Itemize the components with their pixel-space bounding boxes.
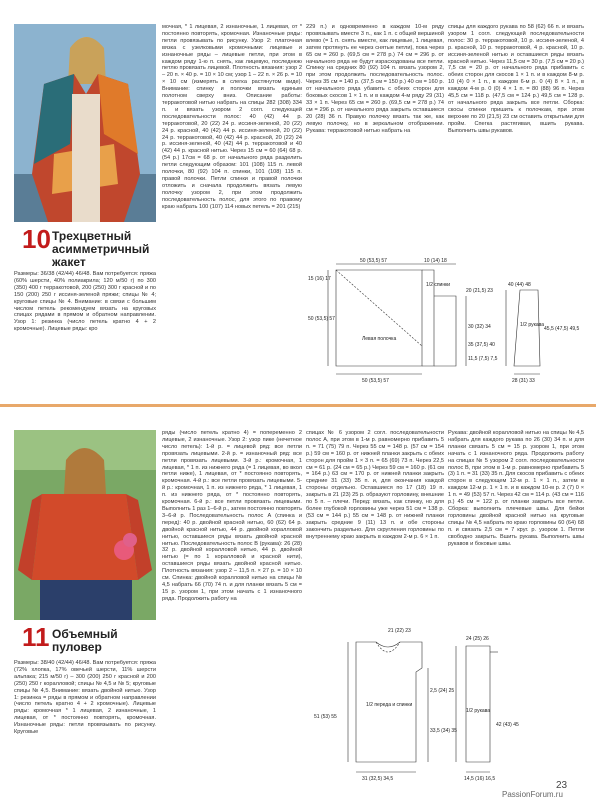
schem11-dims-sleeve-bottom: 14,5 (16) 16,5 xyxy=(464,776,496,782)
section-11-text-col2: ряды (число петель кратно 4) = попеременно 2 лицевые, 2 изнаночные. Узор 2: узор пике (нечетное число петель): 1-й р. = лицевой ряд: все петли провязать лицевыми. 2-й р. = изнаночный ряд: все петли провязать лицевыми. 3-й р.: кромочная, 1 лицевая, * 1 п. из нижнего ряда (= 1 лицевая, во вкол петли ниже), 1 лицевая, от * постоянно повторять, кромочная. 4-й р.: все петли провязать лицевыми. 5-й р.: кромочная, 1 п. из нижнего ряда, * 1 лицевая, 1 п. из нижнего ряда, от * постоянно повторять, кромочная. 6-й р.: все петли провязать лицевыми. Выполнить 1 раз 1–6-й р., затем постоянно повторять 3–6-й р. Последовательность полос A (спинка и перед): 40 р. двойной красной нитью, 60 (62) 64 р. двойной красной нитью, 44 р. двойной коралловой нитью, оставшиеся ряды вязать двойной красной нитью. Последовательность полос B (рукава): 26 (28) 32 р. двойной коралловой нитью, 44 р. двойной нитью (= по 1 коралловой и красной нити), оставшиеся ряды вязать двойной красной нитью. Плотность вязания: узор 2 – 11,5 п. × 27 р. = 10 × 10 см. Спинка: двойной коралловой нитью на спицы № 4,5 набрать 66 (70) 74 п. и для планки вязать 5 см = 15 р. узором 1, при этом начать с 1 изнаночного ряда. Продолжить работу на xyxy=(162,430,302,602)
section-10-title-line2: асимметричный xyxy=(52,242,150,256)
section-10-title xyxy=(52,230,149,269)
schem11-label-sleeve: 1/2 рукава xyxy=(466,708,491,714)
section-11-title-line1: Объемный xyxy=(52,627,118,641)
jacket-schematic xyxy=(306,256,586,390)
schem10-dims-sleeve-h: 45,5 (47,5) 49,5 xyxy=(544,326,580,332)
schem10-dims-bottom: 50 (53,5) 57 xyxy=(362,378,389,384)
schem10-dims-30: 30 (32) 34 xyxy=(468,324,491,330)
schem11-dims-bottom: 31 (32,5) 34,5 xyxy=(362,776,394,782)
section-divider xyxy=(0,404,596,407)
section-10-title-line3: жакет xyxy=(52,255,86,269)
schem11-dims-sleeve-h: 42 (43) 45 xyxy=(496,722,519,728)
schem10-label-back: 1/2 спинки xyxy=(426,282,451,288)
schem10-dims-sleeve-w: 40 (44) 48 xyxy=(508,282,531,288)
schem10-left-h: 50 (53,5) 57 xyxy=(308,316,335,322)
schem10-dims-sleeve: 1/2 рукава xyxy=(520,322,545,328)
schem11-dims-33: 33,5 (34) 35 xyxy=(430,728,457,734)
pullover-photo xyxy=(14,430,156,620)
watermark: PassionForum.ru xyxy=(502,790,563,799)
page-number: 23 xyxy=(556,780,568,791)
schem11-dims-left: 51 (53) 55 xyxy=(314,714,337,720)
schem11-dims-sleeve-w: 24 (25) 26 xyxy=(466,636,489,642)
section-10-text-col1: Размеры: 36/38 (42/44) 46/48. Вам потребуется: пряжа (60% шерсти, 40% полиакрила; 120 м/50 г) по 300 (350) 400 г терракотовой, 200 (250) 300 г красной и по 150 (200) 250 г иссиня-зеленой пряжи; спицы № 4; круговые спицы № 4. Внимание: в связи с большим числом петель рекомендуем вязать на круговых спицах рядами в прямом и обратном направлении. Узор 1: резинка (число петель кратно 4 + 2 кромочные). Лицевые ряды: кро xyxy=(14,271,156,333)
schem10-side-left: 15 (16) 17 xyxy=(308,276,331,282)
schem11-label-front-back: 1/2 переда и спинки xyxy=(366,702,413,708)
schem11-dims-top: 21 (22) 23 xyxy=(388,628,411,634)
schem10-dims-mid: 20 (21,5) 23 xyxy=(466,288,493,294)
jacket-photo xyxy=(14,24,156,222)
section-11-text-col3: спицах № 6 узором 2 согл. последовательности полос A, при этом в 1-м р. равномерно прибавить 5 п. = 71 (75) 79 п. Через 55 см = 148 р. (57 см = 154 р.) 59 см = 160 р. от нижней планки закрыть с обеих сторон для пройм 1 × 3 п. = 65 (69) 73 п. Через 22,5 см = 61 р. (24 см = 65 р.) Через 59 см = 160 р. (61 см = 164 р.) 63 см = 170 р. от нижней планки закрыть средние 31 (33) 35 п. и, для окончания каждой стороны отдельно. Оставшиеся по 17 (18) 19 п. закрыть в 21 (23) 25 р. образуют горловину, внешние по 5 п. – плечи. Перед: вязать, как спинку, но для более глубокой горловины уже через 51 см = 138 р. (53 см = 144 р.) 55 см = 148 р. от нижней планки закрыть средние 9 (11) 13 п. и обе стороны закончить раздельно. Для скругления горловины по внутреннему краю закрыть в каждом 2-м р. 6 × 1 п. xyxy=(306,430,444,540)
schem10-dims-28: 28 (31) 33 xyxy=(512,378,535,384)
schem10-dims-top-right: 10 (14) 18 xyxy=(424,258,447,264)
section-10-text-col3: 229 п.) и одновременно в каждом 10-м ряду провязывать вместе 3 п., как 1 п. с общей вершиной влево (= 1 п. снять вместе, как лицевые, 1 лицевая, затем протянуть ее через снятые петли), пока через 65 см = 260 р. (69,5 см = 278 р.) 74 см = 296 р. от начального ряда не будут израсходованы все петли. Спинку на средних 80 (92) 104 п. вязать узором 2, при этом продолжить последовательность полос. Через 35 см = 140 р. (37,5 см = 150 р.) 40 см = 160 р. от начального ряда убавить с обеих сторон для боковых скосов 1 × 1 п. и в каждом 4-м ряду 29 (31) 33 × 1 п. Через 65 см = 260 р. (69,5 см = 278 р.) 74 см = 296 р. от начального ряда закрыть оставшиеся 20 (28) 36 п. Правую полочку вязать так же, как левую полочку, но в зеркальном отображении. Рукава: терракотовой нитью набрать на xyxy=(306,24,444,134)
schem10-label-front: Левая полочка xyxy=(362,336,397,342)
schem10-dims-top: 50 (53,5) 57 xyxy=(360,258,387,264)
section-11-number: 11 xyxy=(22,622,50,652)
schem11-dims-2: 2,5 (24) 25 xyxy=(430,688,455,694)
section-11-text-col4: Рукава: двойной коралловой нитью на спицы № 4,5 набрать для каждого рукава по 26 (30) 34 п. и для планки связать 5 см = 15 р. узором 1, при этом начать с 1 изнаночного ряда. Продолжить работу на спицах № 5 узором 2 согл. последовательности полос B, при этом в 1-м р. равномерно прибавить 5 (3) 1 п. = 31 (33) 35 п. Для скосов прибавить с обеих сторон в следующем 12-м р. 1 × 1 п., затем в каждом 12-м р. 1 × 1 п. и в каждом 10-м р. 2 (7) 0 × 1 п. = 49 (53) 57 п. Через 42 см = 114 р. (43 см = 116 р.) 45 см = 122 р. от планки закрыть все петли. Сборка: выполнить плечевые швы. Для бейки горловины двойной красной нитью на круговые спицы № 4,5 набрать по краю горловины 60 (64) 68 п. и связать 2,5 см = 7 круг. р. узором 1. Петли свободно закрыть. Вшить рукава. Выполнить швы рукавов и боковые швы. xyxy=(448,430,584,547)
section-10-number: 10 xyxy=(22,224,51,254)
pullover-schematic xyxy=(306,622,546,782)
section-10-text-col2: мочная, * 1 лицевая, 2 изнаночные, 1 лицевая, от * постоянно повторять, кромочная. Изнаночные ряды: петли провязывать по рисунку. Узор 2: платочная вязка с узелковыми кромочными: лицевые и изнаночные ряды – лицевые петли, при этом в каждом ряду 1-ю п. снять, как лицевую, последнюю петлю провязать лицевой. Плотность вязания: узор 2 – 20 п. × 40 р. = 10 × 10 см; узор 1 – 22 п. × 26 р. = 10 × 10 см (измерять в слегка растянутом виде). Внимание: спинку и полочки вязать единым полотном сверху вниз. Описание работы: терракотовой нитью набрать на спицы 282 (308) 334 п. и вязать узором 2 согл. следующей последовательности полос: 40 (42) 44 р. терракотовой, 20 (22) 24 р. иссиня-зеленой, 20 (22) 24 р. красной, 40 (42) 44 р. иссиня-зеленой, 20 (22) 24 р. терракотовой, 40 (42) 44 р. красной, 20 (22) 24 р. иссиня-зеленой, 40 (42) 44 р. терракотовой и 40 (42) 44 р. красной нитью. Через 15 см = 60 (64) 68 р. (54 р.) 17см = 68 р. от начального ряда разделить петли следующим образом: 101 (108) 115 п. левой полочки, 80 (92) 104 п. спинки, 101 (108) 115 п. правой полочки. Петли спинки и правой полочки отложить и сначала продолжить вязать левую полочку узором 2, при этом продолжить последовательность полос, для этого по правому краю набрать 100 (107) 114 новых петель = 201 (215) xyxy=(162,24,302,210)
schem10-dims-115: 11,5 (7,5) 7,5 xyxy=(468,356,498,362)
section-11-text-col1: Размеры: 38/40 (42/44) 46/48. Вам потребуется: пряжа (72% хлопка, 17% овечьей шерсти, 11% шерсти альпака; 215 м/50 г) – 300 (200) 250 г красной и 200 (250) 250 г коралловой; спицы № 4,5 и № 5; круговые спицы № 4,5. Внимание: вязать двойной нитью. Узор 1: резинка = ряды в прямом и обратном направлении (число петель кратно 4 + 2 кромочные). Лицевые ряды: кромочная * 1 лицевая, 2 изнаночные, 1 лицевая, от * постоянно повторять, кромочная. Изнаночные ряды: петли провязывать по рисунку. Круговые xyxy=(14,660,156,736)
schem10-dims-35: 35 (37,5) 40 xyxy=(468,342,495,348)
section-11-title-line2: пуловер xyxy=(52,640,102,654)
section-11-title xyxy=(52,628,118,654)
section-10-text-col4: спицы для каждого рукава по 58 (62) 66 п. и вязать узором 1 согл. следующей последовательности полос: 30 р. терракотовой, 10 р. иссиня-зеленой, 4 р. красной, 10 р. терракотовой, 4 р. красной, 10 р. иссиня-зеленой нитью и оставшиеся ряды вязать красной нитью. Через 11,5 см = 30 р. (7,5 см = 20 р.) 7,5 см = 20 р. от начального ряда прибавить с обеих сторон для скосов 1 × 1 п. и в каждом 8-м р. 10 (4) 0 × 1 п., в каждом 6-м р. 0 (4) 8 × 1 п., в каждом 4-м р. 0 (0) 4 × 1 п. = 80 (88) 96 п. Через 45,5 см = 118 р. (47,5 см = 124 р.) 49,5 см = 128 р. от начального ряда закрыть все петли. Сборка: скосы спинки пришить к полочкам, при этом верхние по 20 (21,5) 23 см оставить открытыми для пройм. Спегка растягивая, вшить рукава. Выполнить швы рукавов. xyxy=(448,24,584,134)
section-10-title-line1: Трехцветный xyxy=(52,229,132,243)
